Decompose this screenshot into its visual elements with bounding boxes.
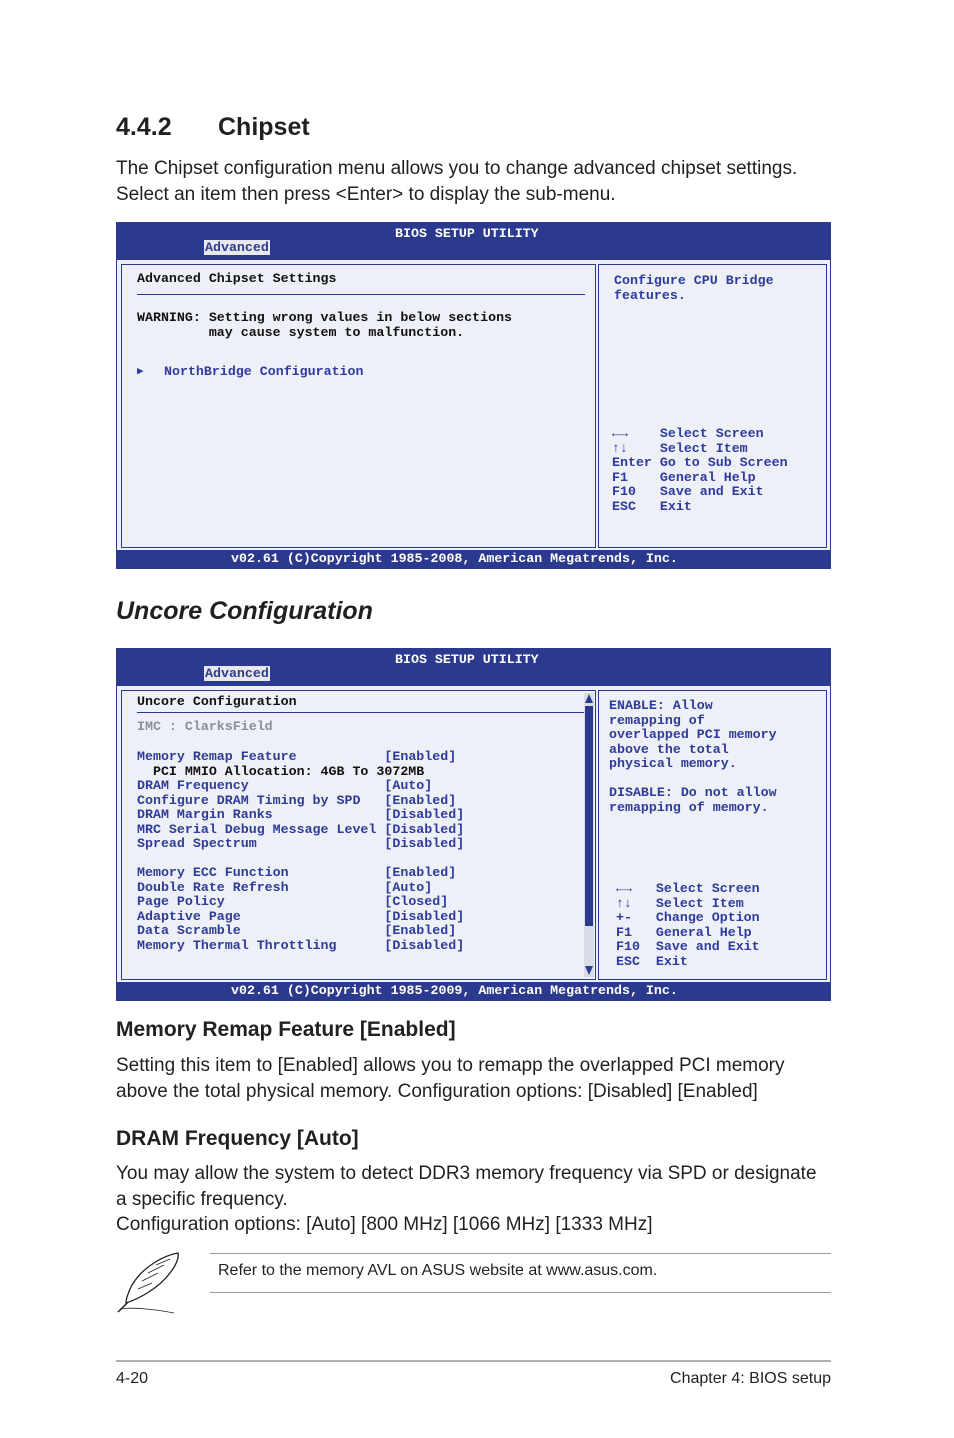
page-number: 4-20 [116, 1370, 149, 1387]
intro-line-1: The Chipset configuration menu allows you to change advanced chipset settings. [116, 158, 798, 179]
mem-remap-paragraph [116, 1053, 856, 1104]
setting-row[interactable] [137, 863, 464, 878]
setting-label: Page Policy [137, 894, 385, 909]
key-line: F1 General Help [612, 469, 756, 485]
setting-value: [Enabled] [384, 749, 457, 764]
note-bottom-rule [210, 1292, 831, 1293]
pane-heading: Uncore Configuration [137, 694, 297, 709]
bios-left-pane [121, 264, 596, 548]
setting-row[interactable] [137, 936, 464, 951]
bios-copyright: v02.61 (C)Copyright 1985-2009, American Megatrends, Inc. [231, 983, 678, 998]
mem-remap-line-2: above the total physical memory. Configuration options: [Disabled] [Enabled] [116, 1080, 758, 1102]
setting-value: [Disabled] [384, 937, 465, 953]
pane-heading: Advanced Chipset Settings [137, 271, 337, 286]
tab-advanced[interactable]: Advanced [205, 240, 269, 255]
uncore-heading: Uncore Configuration [116, 597, 373, 625]
setting-row[interactable] [137, 805, 464, 820]
footer-rule [116, 1360, 831, 1362]
mem-remap-line-1: Setting this item to [Enabled] allows you to remapp the overlapped PCI memory [116, 1055, 785, 1076]
setting-row[interactable] [137, 907, 464, 922]
setting-row[interactable] [137, 791, 464, 806]
warning-line-1: WARNING: Setting wrong values in below sections [137, 310, 513, 325]
setting-row[interactable] [137, 921, 464, 936]
section-number: 4.4.2 [116, 113, 172, 141]
warning-line-2: may cause system to malfunction. [137, 325, 465, 340]
bios-title: BIOS SETUP UTILITY [395, 652, 539, 667]
section-title: Chipset [218, 113, 310, 141]
setting-value: [Disabled] [384, 908, 465, 924]
setting-row[interactable] [137, 820, 464, 835]
scroll-thumb[interactable] [585, 706, 593, 926]
heading-divider [137, 712, 584, 713]
help-line [609, 771, 777, 786]
setting-label: PCI MMIO Allocation: 4GB To 3072MB [137, 763, 425, 779]
key-line: ESC Exit [612, 498, 692, 514]
dram-freq-paragraph [116, 1161, 856, 1238]
chapter-label: Chapter 4: BIOS setup [670, 1370, 831, 1387]
setting-row[interactable] [137, 878, 464, 893]
key-line: +- Change Option [616, 910, 760, 925]
help-line: ENABLE: Allow [609, 698, 713, 713]
setting-value: [Disabled] [384, 821, 465, 837]
bios-left-pane [121, 690, 596, 980]
setting-label: Memory ECC Function [137, 865, 385, 880]
setting-label: Adaptive Page [137, 908, 385, 924]
scroll-down-arrow-icon[interactable] [585, 966, 593, 975]
setting-label: Configure DRAM Timing by SPD [137, 792, 385, 808]
setting-value: [Disabled] [384, 807, 465, 822]
bios-screen-uncore [116, 648, 831, 1001]
dram-freq-line-3: Configuration options: [Auto] [800 MHz] [1066 MHz] [1333 MHz] [116, 1214, 653, 1235]
tab-advanced[interactable]: Advanced [205, 666, 269, 681]
key-line: ESC Exit [616, 953, 688, 969]
intro-paragraph [116, 156, 856, 207]
help-line: remapping of memory. [609, 799, 769, 815]
help-line: physical memory. [609, 756, 737, 771]
help-line: DISABLE: Do not allow [609, 785, 777, 800]
heading-divider [137, 294, 585, 295]
key-legend [612, 426, 788, 513]
setting-label: DRAM Frequency [137, 778, 385, 793]
help-line: above the total [609, 741, 729, 757]
note-text: Refer to the memory AVL on ASUS website at www.asus.com. [218, 1262, 658, 1279]
setting-label: MRC Serial Debug Message Level [137, 821, 385, 837]
dram-freq-heading: DRAM Frequency [Auto] [116, 1127, 359, 1150]
feather-quill-icon [114, 1249, 184, 1315]
intro-line-2: Select an item then press <Enter> to display the sub-menu. [116, 183, 616, 205]
setting-row [137, 762, 464, 777]
setting-value: [Auto] [384, 879, 433, 895]
bios-footer-bar [116, 550, 831, 569]
key-line: F10 Save and Exit [616, 939, 760, 954]
setting-row[interactable] [137, 834, 464, 849]
dram-freq-line-2: a specific frequency. [116, 1188, 288, 1210]
key-line: ←→ Select Screen [612, 426, 764, 441]
setting-row[interactable] [137, 892, 464, 907]
setting-label: Memory Remap Feature [137, 749, 385, 764]
setting-value: [Enabled] [384, 865, 457, 880]
bios-screen-chipset [116, 222, 831, 569]
dram-freq-line-1: You may allow the system to detect DDR3 memory frequency via SPD or designate [116, 1163, 817, 1184]
help-text [609, 698, 777, 814]
setting-value: [Closed] [384, 894, 449, 909]
key-line: F1 General Help [616, 924, 752, 940]
key-legend [616, 881, 760, 968]
setting-value: [Disabled] [384, 836, 465, 851]
scroll-up-arrow-icon[interactable] [585, 694, 593, 703]
bios-title-bar [116, 648, 831, 685]
setting-label: Spread Spectrum [137, 836, 385, 851]
menu-item-northbridge[interactable]: NorthBridge Configuration [164, 364, 364, 379]
note-top-rule [210, 1253, 831, 1254]
bios-title: BIOS SETUP UTILITY [395, 226, 539, 241]
imc-info: IMC : ClarksField [137, 719, 273, 734]
bios-title-bar [116, 222, 831, 259]
setting-label: Double Rate Refresh [137, 879, 385, 895]
settings-list [137, 747, 465, 953]
key-line: ↑↓ Select Item [616, 895, 744, 911]
help-line: remapping of [609, 712, 705, 728]
help-line-2: features. [614, 288, 686, 303]
setting-value: [Enabled] [384, 792, 457, 808]
bios-footer-bar [116, 982, 831, 1001]
mem-remap-heading: Memory Remap Feature [Enabled] [116, 1018, 456, 1041]
key-line: Enter Go to Sub Screen [612, 455, 788, 470]
bios-help-pane [598, 264, 827, 548]
setting-value: [Auto] [384, 778, 433, 793]
bios-body [116, 259, 831, 552]
setting-value: [Enabled] [384, 923, 457, 938]
key-line: F10 Save and Exit [612, 484, 764, 499]
bios-copyright: v02.61 (C)Copyright 1985-2008, American Megatrends, Inc. [231, 551, 678, 566]
section-heading [116, 113, 516, 143]
help-line: overlapped PCI memory [609, 727, 777, 742]
setting-row[interactable] [137, 747, 464, 762]
scrollbar[interactable] [584, 693, 594, 977]
setting-label: Memory Thermal Throttling [137, 937, 385, 953]
key-line: ←→ Select Screen [616, 881, 760, 896]
bios-body [116, 685, 831, 984]
bios-help-pane [598, 690, 827, 980]
help-line-1: Configure CPU Bridge [614, 273, 774, 288]
setting-label: Data Scramble [137, 923, 385, 938]
setting-label: DRAM Margin Ranks [137, 807, 385, 822]
setting-row[interactable] [137, 776, 464, 791]
submenu-arrow-icon: ▶ [137, 366, 144, 378]
key-line: ↑↓ Select Item [612, 440, 748, 456]
